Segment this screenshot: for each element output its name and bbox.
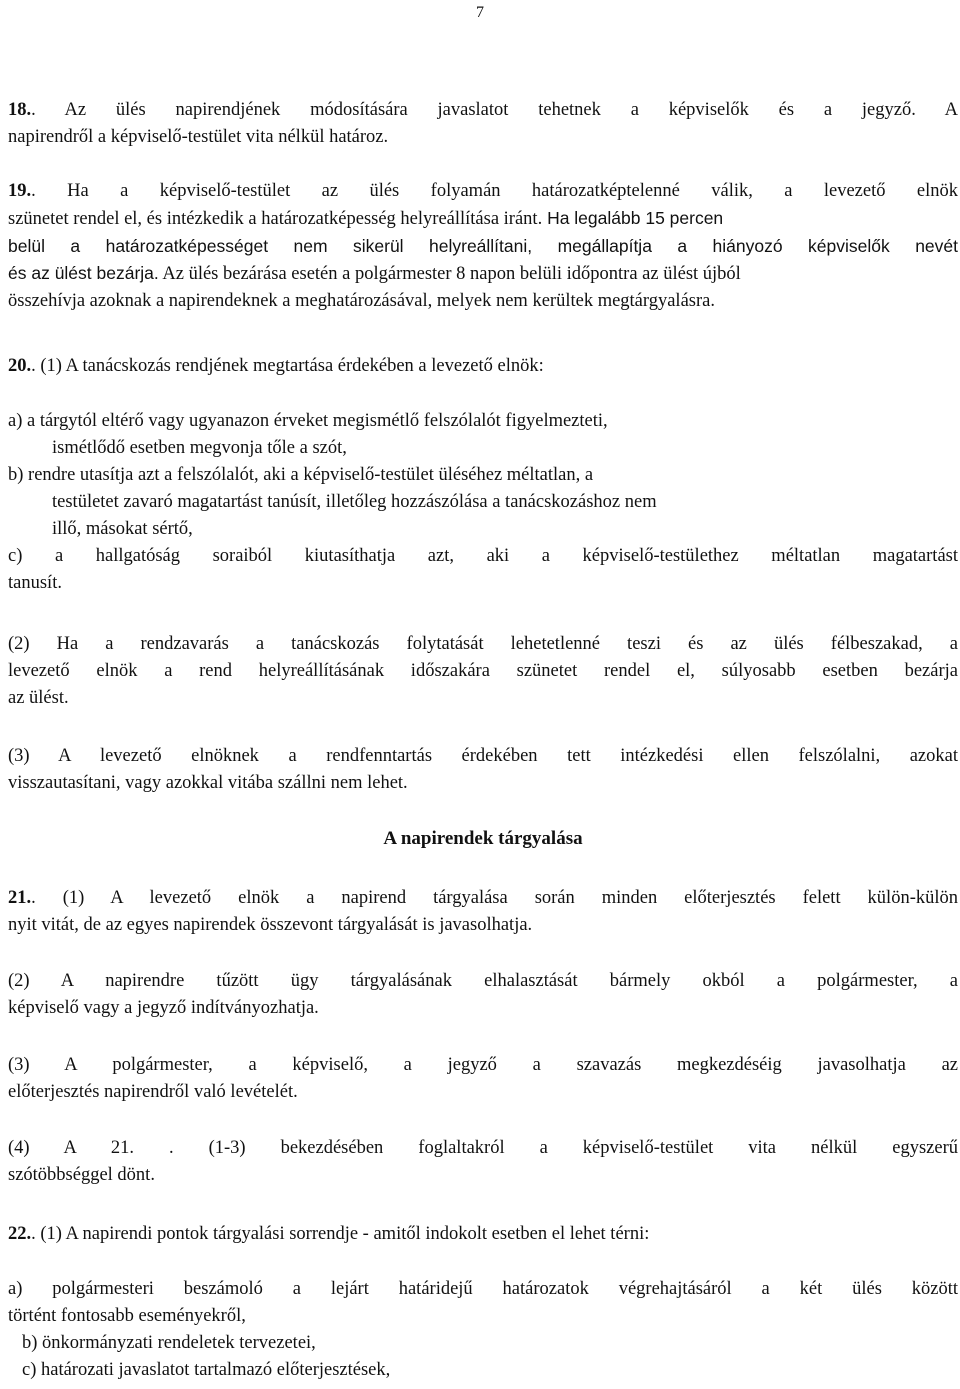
list-item-c-2: tanusít.: [8, 573, 62, 593]
section-19-text-2: szünetet rendel el, és intézkedik a határozatképesség helyreállítása iránt.: [8, 209, 543, 229]
list-item-a-2: ismétlődő esetben megvonja tőle a szót,: [52, 438, 347, 458]
section-21-text-1: . (1) A levezető elnök a napirend tárgyalása során minden előterjesztés felett külön-külön: [31, 888, 958, 908]
paragraph-line: (3) A levezető elnöknek a rendfenntartás érdekében tett intézkedési ellen felszólalni, azokat: [8, 746, 958, 766]
paragraph-line: szótöbbséggel dönt.: [8, 1165, 155, 1185]
section-22-text-1: . (1) A napirendi pontok tárgyalási sorrendje - amitől indokolt esetben el lehet térni:: [31, 1224, 650, 1244]
section-number: 22.: [8, 1224, 32, 1244]
paragraph-line: képviselő vagy a jegyző indítványozhatja.: [8, 998, 319, 1018]
paragraph-line: (2) A napirendre tűzött ügy tárgyalásának elhalasztását bármely okból a polgármester, a: [8, 971, 958, 991]
section-21-text-2: nyit vitát, de az egyes napirendek összevont tárgyalását is javasolhatja.: [8, 915, 533, 935]
section-number: 18.: [8, 100, 32, 120]
section-18-text-2: napirendről a képviselő-testület vita nélkül határoz.: [8, 127, 389, 147]
section-18-text-1: . Az ülés napirendjének módosítására javaslatot tehetnek a képviselők és a jegyző. A: [31, 100, 958, 120]
section-heading: A napirendek tárgyalása: [383, 828, 583, 849]
section-21-paragraph-3: [8, 1052, 958, 1106]
section-number: 19.: [8, 181, 32, 201]
section-20: [8, 353, 958, 380]
section-19-text-2b: Ha legalább 15 percen: [542, 208, 724, 228]
section-21-paragraph-2: [8, 968, 958, 1022]
section-19-text-1: . Ha a képviselő-testület az ülés folyamán határozatképtelenné válik, a levezető elnök: [31, 181, 958, 201]
section-21-paragraph-4: [8, 1135, 958, 1189]
list-item-a-1: a) polgármesteri beszámoló a lejárt határidejű határozatok végrehajtásáról a két ülés között: [8, 1279, 958, 1299]
section-20-list: [8, 408, 958, 597]
section-21: [8, 885, 958, 939]
paragraph-line: visszautasítani, vagy azokkal vitába szállni nem lehet.: [8, 773, 408, 793]
section-number: 21.: [8, 888, 32, 908]
paragraph-line: az ülést.: [8, 688, 69, 708]
list-item-b-1: b) rendre utasítja azt a felszólalót, aki a képviselő-testület üléséhez méltatlan, a: [8, 465, 594, 485]
section-19-text-4b: Az ülés bezárása esetén a polgármester 8 napon belüli időpontra az ülést újból: [158, 264, 741, 284]
section-19-text-5: összehívja azoknak a napirendeknek a meghatározásával, melyek nem kerültek megtárgyalásra.: [8, 291, 715, 311]
section-20-text-1: . (1) A tanácskozás rendjének megtartása érdekében a levezető elnök:: [31, 356, 544, 376]
section-20-paragraph-2: [8, 631, 958, 712]
paragraph-line: (3) A polgármester, a képviselő, a jegyző a szavazás megkezdéséig javasolhatja az: [8, 1055, 958, 1075]
section-19: [8, 178, 958, 315]
section-20-paragraph-3: [8, 743, 958, 797]
section-number: 20.: [8, 356, 32, 376]
list-item-b-2: testületet zavaró magatartást tanúsít, illetőleg hozzászólása a tanácskozáshoz nem: [52, 492, 657, 512]
list-item-b-3: illő, másokat sértő,: [52, 519, 193, 539]
list-item-a-2: történt fontosabb eseményekről,: [8, 1306, 246, 1326]
list-item-c: c) határozati javaslatot tartalmazó előterjesztések,: [22, 1360, 391, 1380]
section-18: [8, 97, 958, 151]
paragraph-line: levezető elnök a rend helyreállításának időszakára szünetet rendel el, súlyosabb esetben bezárja: [8, 661, 958, 681]
paragraph-line: (4) A 21. . (1-3) bekezdésében foglaltakról a képviselő-testület vita nélkül egyszerű: [8, 1138, 958, 1158]
list-item-b: b) önkormányzati rendeletek tervezetei,: [22, 1333, 316, 1353]
list-item-c-1: c) a hallgatóság soraiból kiutasíthatja azt, aki a képviselő-testülethez méltatlan magatartást: [8, 546, 958, 566]
section-22-list: [8, 1276, 958, 1384]
list-item-a-1: a) a tárgytól eltérő vagy ugyanazon érveket megismétlő felszólalót figyelmezteti,: [8, 411, 608, 431]
section-22: [8, 1221, 958, 1248]
section-19-text-3: belül a határozatképességet nem sikerül helyreállítani, megállapítja a hiányozó képviselők nevét: [8, 236, 958, 256]
page-number: 7: [476, 4, 484, 21]
section-19-text-4: és az ülést bezárja.: [8, 263, 159, 283]
paragraph-line: előterjesztés napirendről való levételét.: [8, 1082, 298, 1102]
paragraph-line: (2) Ha a rendzavarás a tanácskozás folytatását lehetetlenné teszi és az ülés félbeszakad, a: [8, 634, 958, 654]
